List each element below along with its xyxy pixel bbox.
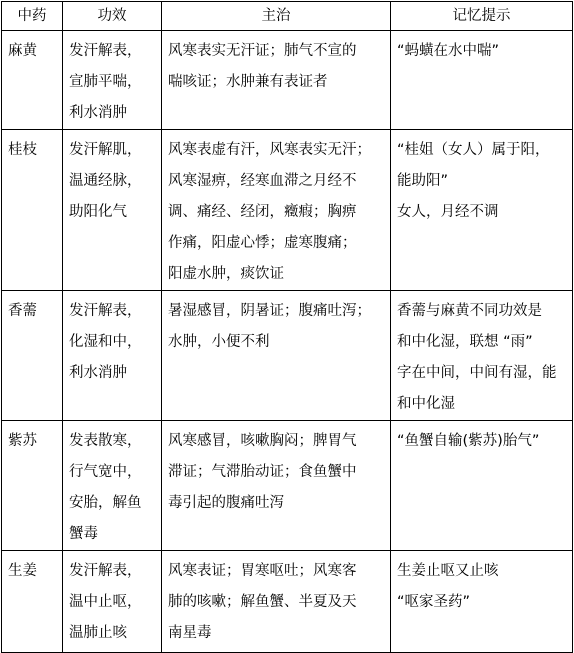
effect-line: 发汗解肌， — [69, 142, 142, 158]
table-row — [2, 31, 573, 130]
indication-line: 风寒感冒，咳嗽胸闷；脾胃气 — [168, 433, 357, 449]
effect-line: 温中止呕， — [69, 594, 142, 610]
table-row — [2, 421, 573, 551]
memo-cell — [391, 551, 573, 653]
effect-cell — [63, 130, 162, 291]
indication-cell — [162, 551, 391, 653]
effect-line: 发表散寒， — [69, 433, 142, 449]
header-herb: 中药 — [2, 2, 63, 31]
indication-line: 风寒湿痹，经寒血滞之月经不 — [168, 173, 357, 189]
indication-line: 作痛，阳虚心悸；虚寒腹痛； — [168, 235, 357, 251]
header-indication: 主治 — [162, 2, 391, 31]
memo-line: 和中化湿 — [397, 396, 455, 412]
memo-cell — [391, 291, 573, 421]
effect-cell — [63, 551, 162, 653]
effect-line: 利水消肿 — [69, 105, 127, 121]
memo-line: “蚂蟥在水中喘” — [397, 43, 500, 59]
memo-line: 生姜止呕又止咳 — [397, 563, 499, 579]
memo-line: “桂姐（女人）属于阳， — [397, 142, 550, 158]
indication-line: 风寒表虚有汗，风寒表实无汗； — [168, 142, 371, 158]
memo-line: 和中化湿，联想 “雨” — [397, 334, 533, 350]
memo-line: 女人，月经不调 — [397, 204, 499, 220]
indication-cell — [162, 421, 391, 551]
header-row — [2, 2, 573, 31]
indication-line: 水肿，小便不利 — [168, 334, 270, 350]
indication-line: 滞证；气滞胎动证；食鱼蟹中 — [168, 464, 357, 480]
header-memo: 记忆提示 — [391, 2, 573, 31]
effect-line: 发汗解表， — [69, 43, 142, 59]
memo-cell — [391, 421, 573, 551]
indication-cell — [162, 31, 391, 130]
memo-line: “呕家圣药” — [397, 594, 471, 610]
indication-line: 风寒表实无汗证；肺气不宣的 — [168, 43, 357, 59]
indication-line: 毒引起的腹痛吐泻 — [168, 495, 284, 511]
effect-line: 温肺止咳 — [69, 625, 127, 641]
effect-cell — [63, 291, 162, 421]
herb-name-cell: 生姜 — [2, 551, 63, 653]
indication-line: 暑湿感冒，阴暑证；腹痛吐泻； — [168, 303, 371, 319]
indication-line: 南星毒 — [168, 625, 212, 641]
indication-line: 阳虚水肿，痰饮证 — [168, 266, 284, 282]
herb-name-cell: 紫苏 — [2, 421, 63, 551]
effect-cell — [63, 31, 162, 130]
memo-line: 香薷与麻黄不同功效是 — [397, 303, 542, 319]
effect-line: 助阳化气 — [69, 204, 127, 220]
table-row — [2, 291, 573, 421]
memo-line: 字在中间，中间有湿，能 — [397, 365, 557, 381]
effect-line: 化湿和中， — [69, 334, 142, 350]
effect-line: 温通经脉， — [69, 173, 142, 189]
indication-line: 肺的咳嗽；解鱼蟹、半夏及天 — [168, 594, 357, 610]
memo-line: 能助阳” — [397, 173, 449, 189]
herb-name-cell: 桂枝 — [2, 130, 63, 291]
effect-cell — [63, 421, 162, 551]
header-effect: 功效 — [63, 2, 162, 31]
memo-cell — [391, 31, 573, 130]
table-row — [2, 551, 573, 653]
effect-line: 安胎，解鱼 — [69, 495, 142, 511]
effect-line: 宣肺平喘， — [69, 74, 142, 90]
effect-line: 蟹毒 — [69, 526, 98, 542]
effect-line: 发汗解表， — [69, 303, 142, 319]
indication-line: 调、痛经、经闭，癥瘕；胸痹 — [168, 204, 357, 220]
herb-table — [1, 1, 573, 653]
effect-line: 发汗解表， — [69, 563, 142, 579]
effect-line: 行气宽中， — [69, 464, 142, 480]
indication-cell — [162, 291, 391, 421]
memo-line: “鱼蟹自输(紫苏)胎气” — [397, 433, 540, 449]
herb-name-cell: 麻黄 — [2, 31, 63, 130]
memo-cell — [391, 130, 573, 291]
indication-line: 喘咳证；水肿兼有表证者 — [168, 74, 328, 90]
indication-cell — [162, 130, 391, 291]
herb-name-cell: 香薷 — [2, 291, 63, 421]
indication-line: 风寒表证；胃寒呕吐；风寒客 — [168, 563, 357, 579]
effect-line: 利水消肿 — [69, 365, 127, 381]
table-row — [2, 130, 573, 291]
